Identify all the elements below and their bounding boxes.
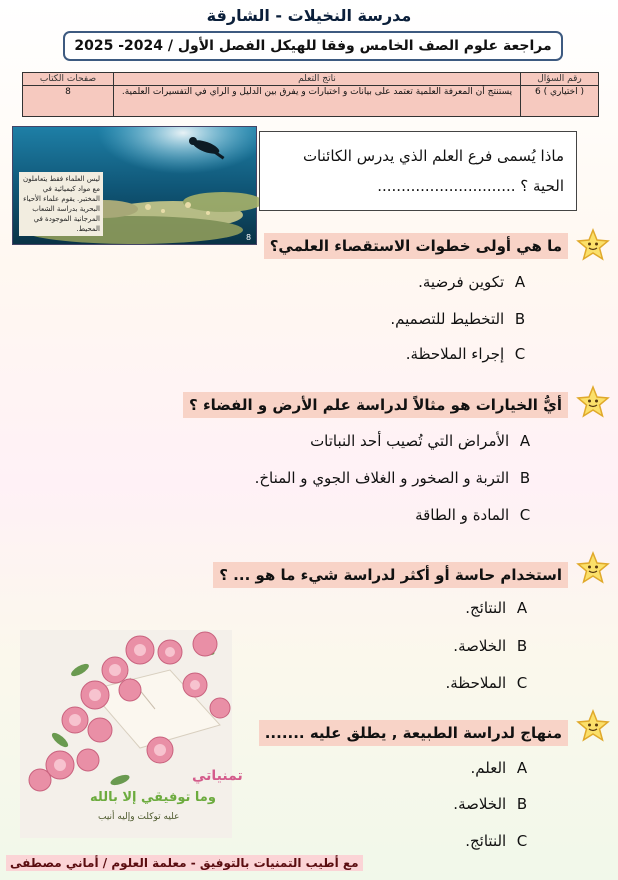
- question-3: استخدام حاسة أو أكثر لدراسة شيء ما هو ... ؟: [213, 562, 568, 588]
- question-4: منهاج لدراسة الطبيعة , يطلق عليه .......: [259, 720, 568, 746]
- worksheet-banner: مراجعة علوم الصف الخامس وفقا للهيكل الفصل الأول / 2024- 2025: [63, 31, 563, 61]
- option-letter: A: [516, 599, 528, 617]
- option-text: النتائج.: [465, 599, 507, 617]
- header-outcome: ناتج التعلم: [114, 73, 521, 86]
- option-text: الملاحظة.: [445, 674, 507, 692]
- option-3b[interactable]: [453, 637, 533, 655]
- header-pages: صفحات الكتاب: [23, 73, 114, 86]
- info-table: [22, 72, 599, 117]
- option-letter: C: [516, 832, 528, 850]
- option-letter: C: [519, 506, 531, 524]
- option-2b[interactable]: [255, 469, 536, 487]
- option-1b[interactable]: [390, 310, 531, 328]
- option-text: الخلاصة.: [453, 637, 507, 655]
- option-text: إجراء الملاحظة.: [405, 345, 505, 363]
- option-4b[interactable]: [453, 795, 533, 813]
- option-letter: B: [516, 795, 528, 813]
- star-icon: [576, 709, 610, 743]
- option-3a[interactable]: [465, 599, 533, 617]
- cell-question-no: [521, 86, 599, 117]
- option-letter: B: [516, 637, 528, 655]
- option-4c[interactable]: [465, 832, 533, 850]
- star-icon: [576, 228, 610, 262]
- option-2a[interactable]: [310, 432, 536, 450]
- option-letter: C: [516, 674, 528, 692]
- intro-question-line2: الحية ؟ .............................: [377, 177, 564, 195]
- option-1a[interactable]: [418, 273, 531, 291]
- option-letter: A: [514, 273, 526, 291]
- cell-outcome: يستنتج أن المعرفة العلمية تعتمد على بيانات و اختبارات و يفرق بين الدليل و الراي في التفسيرات العلمية.: [114, 86, 521, 117]
- option-letter: C: [514, 345, 526, 363]
- option-1c[interactable]: [406, 345, 531, 363]
- option-text: الخلاصة.: [453, 795, 507, 813]
- question-type: ( اختياري ): [543, 87, 584, 97]
- star-icon: [576, 385, 610, 419]
- greeting-script-2: وما توفيقي إلا بالله: [90, 790, 216, 805]
- greeting-script-3: عليه توكلت وإليه أنيب: [98, 812, 180, 822]
- option-text: العلم.: [470, 759, 507, 777]
- option-letter: A: [516, 759, 528, 777]
- roses-illustration: [20, 630, 232, 838]
- option-text: التربة و الصخور و الغلاف الجوي و المناخ.: [254, 469, 510, 487]
- greeting-script-1: تمنياتي: [192, 768, 243, 784]
- option-4a[interactable]: [471, 759, 533, 777]
- question-2: أيُّ الخيارات هو مثالاً لدراسة علم الأرض و الفضاء ؟: [183, 392, 568, 418]
- image-page-number: 8: [246, 233, 252, 242]
- image-caption: ليس العلماء فقط يتعاملون مع مواد كيميائية في المختبر. يقوم علماء الأحياء البحرية بدراسة الشعاب المرجانية الموجودة في المحيط.: [19, 172, 103, 236]
- question-1: ما هي أولى خطوات الاستقصاء العلمي؟: [264, 233, 568, 259]
- header-question-no: رقم السؤال: [521, 73, 599, 86]
- option-letter: B: [519, 469, 531, 487]
- option-text: تكوين فرضية.: [418, 273, 505, 291]
- option-letter: B: [514, 310, 526, 328]
- option-letter: A: [519, 432, 531, 450]
- star-icon: [576, 551, 610, 585]
- option-text: النتائج.: [465, 832, 507, 850]
- option-text: المادة و الطاقة: [415, 506, 510, 524]
- intro-question-line1: ماذا يُسمى فرع العلم الذي يدرس الكائنات: [302, 147, 564, 165]
- option-text: الأمراض التي تُصيب أحد النباتات: [310, 432, 510, 450]
- school-title: مدرسة النخيلات - الشارقة: [206, 6, 412, 25]
- intro-question-box: [259, 131, 577, 211]
- footer-signature: مع أطيب التمنيات بالتوفيق - معلمة العلوم / أماني مصطفى: [6, 855, 363, 871]
- option-2c[interactable]: [415, 506, 536, 524]
- question-number: 6: [535, 87, 541, 97]
- coral-reef-image: [12, 126, 257, 245]
- roses-greeting-image: [20, 630, 243, 838]
- cell-pages: 8: [23, 86, 114, 117]
- option-3c[interactable]: [445, 674, 533, 692]
- option-text: التخطيط للتصميم.: [390, 310, 505, 328]
